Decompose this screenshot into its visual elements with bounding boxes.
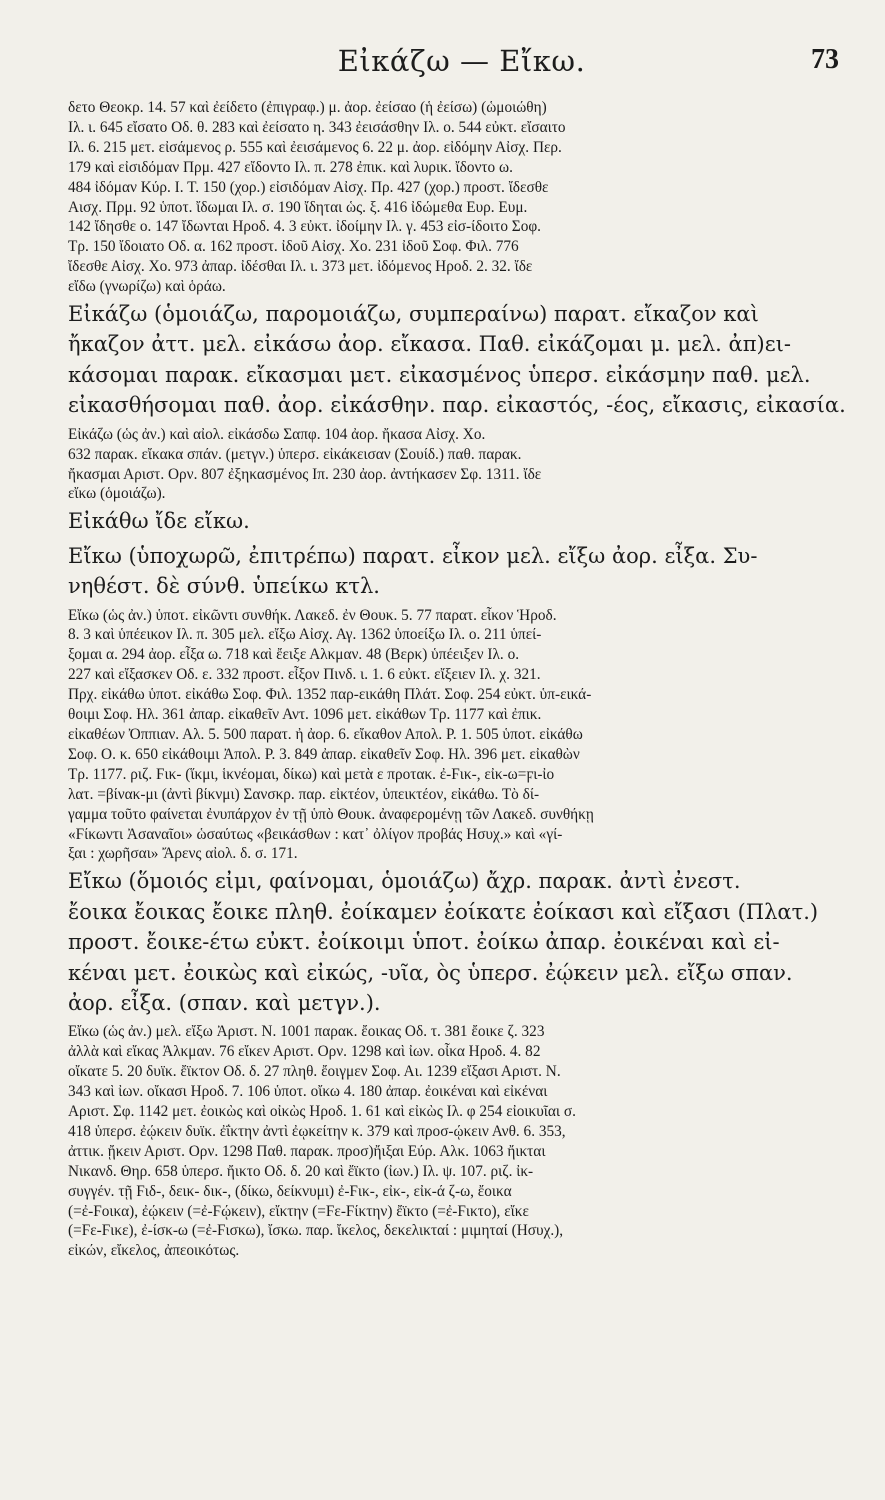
text-line: προστ. ἔοικε-έτω εὐκτ. ἐοίκοιμι ὑποτ. ἐοίκω ἀπαρ. ἐοικέναι καὶ εἰ-: [68, 930, 780, 955]
text-line: Πρχ. εἰκάθω ὑποτ. εἰκάθω Σοφ. Φιλ. 1352 παρ-εικάθη Πλάτ. Σοφ. 254 εὐκτ. ὑπ-εικά-: [68, 686, 592, 704]
entry-headword-block: [68, 506, 855, 536]
text-line: νηθέστ. δὲ σύνθ. ὑπείκω κτλ.: [68, 574, 380, 599]
text-line: εἰκαθέων Ὀππιαν. Αλ. 5. 500 παρατ. ἠ ἀορ. 6. εἴκαθον Απολ. Ρ. 1. 505 ὑποτ. εἰκάθω: [68, 725, 583, 743]
text-line: 8. 3 καὶ ὑπέεικον Ιλ. π. 305 μελ. εἴξω Αἰσχ. Αγ. 1362 ὑποείξω Ιλ. ο. 211 ὑπεί-: [68, 626, 542, 644]
text-line: Τρ. 150 ἴδοιατο Οδ. α. 162 προστ. ἰδοῦ Αἰσχ. Χο. 231 ἰδοῦ Σοφ. Φιλ. 776: [68, 238, 519, 256]
text-line: 179 καὶ εἰσιδόμαν Πρμ. 427 εἴδοντο Ιλ. π. 278 ἐπικ. καὶ λυρικ. ἴδοντο ω.: [68, 158, 513, 176]
text-line: 484 ἰδόμαν Κύρ. Ι. Τ. 150 (χορ.) εἰσιδόμαν Αἰσχ. Πρ. 427 (χορ.) προστ. ἴδεσθε: [68, 178, 549, 196]
text-line: ἤκαζον ἀττ. μελ. εἰκάσω ἀορ. εἴκασα. Παθ. εἰκάζομαι μ. μελ. ἀπ)ει-: [68, 332, 791, 357]
citation-block: [68, 606, 855, 865]
text-line: 632 παρακ. εἴκακα σπάν. (μετγν.) ὑπερσ. εἰκάκεισαν (Σουίδ.) παθ. παρακ.: [68, 445, 522, 463]
entries: [68, 98, 855, 1263]
text-line: Ιλ. ι. 645 εἴσατο Οδ. θ. 283 καὶ ἐείσατο η. 343 ἐεισάσθην Ιλ. ο. 544 εὐκτ. εἴσαιτο: [68, 118, 566, 136]
text-line: εἰκών, εἴκελος, ἀπεοικότως.: [68, 1242, 240, 1260]
text-line: ἀττικ. ᾔκειν Αριστ. Ορν. 1298 Παθ. παρακ. προσ)ἤιξαι Εύρ. Αλκ. 1063 ἤικται: [68, 1142, 546, 1160]
page-header: [68, 40, 855, 98]
text-line: Εἴκω (ὑποχωρῶ, ἐπιτρέπω) παρατ. εἶκον μελ. εἴξω ἀορ. εἶξα. Συ-: [68, 543, 758, 568]
text-line: (=Ϝε-Ϝικε), ἐ-ίσκ-ω (=ἐ-Ϝισκω), ἴσκω. παρ. ἴκελος, δεκελικταί : μιμηταί (Ησυχ.),: [68, 1222, 564, 1240]
text-line: θοιμι Σοφ. Ηλ. 361 ἀπαρ. εἰκαθεῖν Αντ. 1096 μετ. εἰκάθων Τρ. 1177 καὶ ἐπικ.: [68, 706, 542, 724]
text-line: 343 καὶ ἰων. οἴκασι Ηροδ. 7. 106 ὑποτ. οἴκω 4. 180 ἀπαρ. ἐοικέναι καὶ εἰκέναι: [68, 1083, 548, 1101]
text-line: ξαι : χωρῆσαι» Ἄρενς αἰολ. δ. σ. 171.: [68, 845, 298, 863]
text-line: γαμμα τοῦτο φαίνεται ἐνυπάρχον ἐν τῇ ὑπὸ Θουκ. ἀναφερομένῃ τῶν Λακεδ. συνθήκῃ: [68, 805, 594, 823]
text-line: Εἰκάζω (ὡς ἀν.) καὶ αἰολ. εἰκάσδω Σαπφ. 104 ἀορ. ἤκασα Αἰσχ. Χο.: [68, 425, 486, 443]
entry-headword-block: [68, 541, 855, 602]
entry-headword-block: [68, 299, 855, 421]
citation-block: [68, 1022, 855, 1261]
text-line: (=ἐ-Ϝοικα), ἐῴκειν (=ἐ-Ϝῴκειν), εἴκτην (=Ϝε-Ϝίκτην) ἔϊκτο (=ἐ-Ϝικτο), εἴκε: [68, 1202, 529, 1220]
text-line: Εἴκω (ὡς ἀν.) ὑποτ. εἰκῶντι συνθήκ. Λακεδ. ἐν Θουκ. 5. 77 παρατ. εἶκον Ἡροδ.: [68, 606, 557, 624]
text-line: κέναι μετ. ἐοικὼς καὶ εἰκώς, -υῖα, ὸς ὑπερσ. ἐῴκειν μελ. εἴξω σπαν.: [68, 960, 793, 985]
page-number: 73: [811, 44, 839, 75]
text-line: Αριστ. Σφ. 1142 μετ. ἐοικὼς καὶ οἰκὼς Ηροδ. 1. 61 καὶ εἰκὼς Ιλ. φ 254 εἰοικυῖαι σ.: [68, 1102, 576, 1120]
entry-headword-block: [68, 866, 855, 1018]
text-line: «Ϝίκωντι Ἀσαναῖοι» ὡσαύτως «βεικάσθων : κατ᾽ ὀλίγον προβάς Ησυχ.» καὶ «γί-: [68, 825, 563, 843]
text-line: ἔοικα ἔοικας ἔοικε πληθ. ἐοίκαμεν ἐοίκατε ἐοίκασι καὶ εἴξασι (Πλατ.): [68, 899, 819, 924]
text-line: 418 ὑπερσ. ἐῴκειν δυϊκ. ἐΐκτην ἀντὶ ἐῳκείτην κ. 379 καὶ προσ-ῴκειν Ανθ. 6. 353,: [68, 1122, 566, 1140]
text-line: 227 καὶ εἴξασκεν Οδ. ε. 332 προστ. εἶξον Πινδ. ι. 1. 6 εὐκτ. εἴξειεν Ιλ. χ. 321.: [68, 666, 541, 684]
text-line: Εἰκάζω (ὁμοιάζω, παρομοιάζω, συμπεραίνω) παρατ. εἴκαζον καὶ: [68, 302, 759, 327]
text-line: Νικανδ. Θηρ. 658 ὑπερσ. ἤικτο Οδ. δ. 20 καὶ ἔϊκτο (ἰων.) Ιλ. ψ. 107. ριζ. ἰκ-: [68, 1162, 534, 1180]
text-line: εἴκω (ὁμοιάζω).: [68, 485, 166, 503]
text-line: Εἴκω (ὅμοιός εἰμι, φαίνομαι, ὁμοιάζω) ἄχρ. παρακ. ἀντὶ ἐνεστ.: [68, 869, 741, 894]
text-line: εἴδω (γνωρίζω) καὶ ὁράω.: [68, 278, 226, 296]
text-line: οἴκατε 5. 20 δυϊκ. ἔϊκτον Οδ. δ. 27 πληθ. ἔοιγμεν Σοφ. Αι. 1239 εἴξασι Αριστ. Ν.: [68, 1063, 561, 1081]
text-line: ἀορ. εἶξα. (σπαν. καὶ μετγν.).: [68, 990, 381, 1015]
running-title: Εἰκάζω — Εἴκω.: [337, 44, 586, 78]
text-line: Εἰκάθω ἴδε εἴκω.: [68, 509, 250, 534]
citation-block: [68, 425, 855, 505]
citation-block: [68, 98, 855, 297]
text-line: εἰκασθήσομαι παθ. ἀορ. εἰκάσθην. παρ. εἰκαστός, -έος, εἴκασις, εἰκασία.: [68, 393, 846, 418]
text-line: λατ. =βίνακ-μι (ἀντὶ βίκνμι) Σανσκρ. παρ. εἰκτέον, ὑπεικτέον, εἰκάθω. Τὸ δί-: [68, 785, 540, 803]
text-line: Τρ. 1177. ριζ. Ϝικ- (ἵκμι, ἱκνέομαι, δίκω) καὶ μετὰ ε προτακ. ἐ-Ϝικ-, εἰκ-ω=ϝι-ἰο: [68, 765, 555, 783]
text-line: ξομαι α. 294 ἀορ. εἶξα ω. 718 καὶ ἔειξε Αλκμαν. 48 (Βερκ) ὑπέειξεν Ιλ. ο.: [68, 646, 520, 664]
text-line: συγγέν. τῇ Ϝιδ-, δεικ- δικ-, (δίκω, δείκνυμι) ἐ-Ϝικ-, εἰκ-, εἰκ-ά ζ-ω, ἔοικα: [68, 1182, 512, 1200]
text-line: 142 ἴδησθε ο. 147 ἴδωνται Ηροδ. 4. 3 εὐκτ. ἰδοίμην Ιλ. γ. 453 εἰσ-ίδοιτο Σοφ.: [68, 218, 542, 236]
text-line: Σοφ. Ο. κ. 650 εἰκάθοιμι Ἀπολ. Ρ. 3. 849 ἀπαρ. εἰκαθεῖν Σοφ. Ηλ. 396 μετ. εἰκαθὼν: [68, 745, 580, 763]
text-line: κάσομαι παρακ. εἴκασμαι μετ. εἰκασμένος ὑπερσ. εἰκάσμην παθ. μελ.: [68, 362, 811, 387]
text-line: Ιλ. 6. 215 μετ. εἰσάμενος ρ. 555 καὶ ἐεισάμενος 6. 22 μ. ἀορ. εἰδόμην Αἰσχ. Περ.: [68, 138, 562, 156]
text-line: ἴδεσθε Αἰσχ. Χο. 973 ἀπαρ. ἰδέσθαι Ιλ. ι. 373 μετ. ἰδόμενος Ηροδ. 2. 32. ἴδε: [68, 258, 533, 276]
text-line: ἤκασμαι Αριστ. Ορν. 807 ἐξηκασμένος Ιπ. 230 ἀορ. ἀντήκασεν Σφ. 1311. ἴδε: [68, 465, 542, 483]
text-line: ἀλλὰ καὶ εἴκας Ἀλκμαν. 76 εἴκεν Αριστ. Ορν. 1298 καὶ ἰων. οἶκα Ηροδ. 4. 82: [68, 1043, 541, 1061]
text-line: δετο Θεοκρ. 14. 57 καὶ ἐείδετο (ἐπιγραφ.) μ. ἀορ. ἐείσαο (ἡ ἐείσω) (ὡμοιώθη): [68, 99, 547, 116]
text-line: Αισχ. Πρμ. 92 ὑποτ. ἴδωμαι Ιλ. σ. 190 ἴδηται ὡς. ξ. 416 ἰδώμεθα Ευρ. Ευμ.: [68, 198, 528, 216]
text-line: Εἴκω (ὡς ἀν.) μελ. εἴξω Ἀριστ. Ν. 1001 παρακ. ἔοικας Οδ. τ. 381 ἔοικε ζ. 323: [68, 1023, 545, 1041]
